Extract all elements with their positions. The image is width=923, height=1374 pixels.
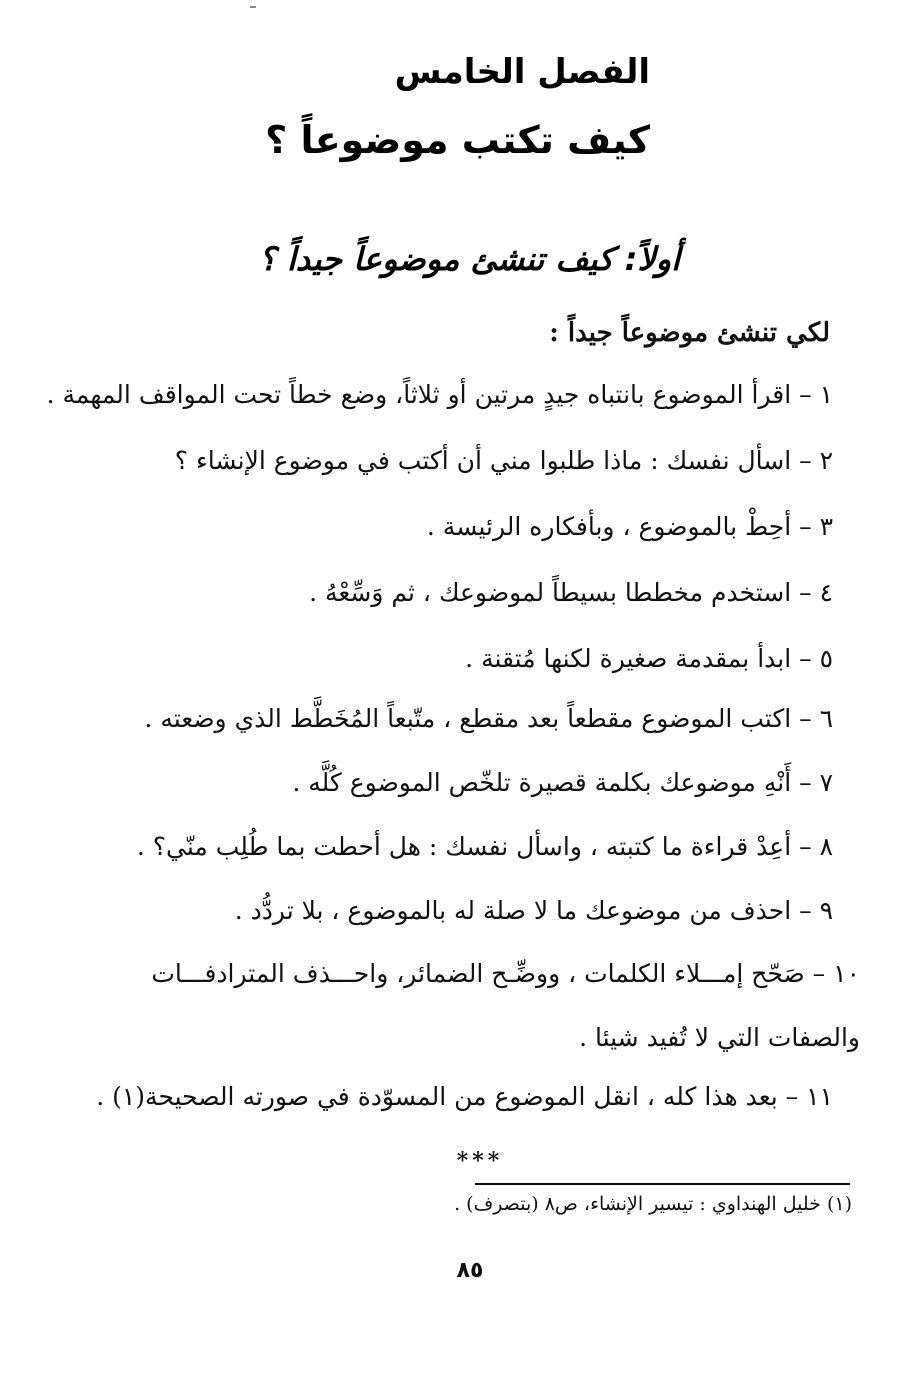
footnote-divider xyxy=(475,1183,850,1185)
list-item: ٨ – أعِدْ قراءة ما كتبته ، واسأل نفسك : هل أحطت بما طُلِب منّي؟ . xyxy=(136,832,833,861)
footnote: (١) خليل الهنداوي : تيسير الإنشاء، ص٨ (بتصرف) . xyxy=(454,1193,852,1215)
scan-mark xyxy=(250,6,256,8)
list-item: ١١ – بعد هذا كله ، انقل الموضوع من المسوّدة في صورته الصحيحة(١) . xyxy=(96,1082,833,1111)
list-item: ٢ – اسأل نفسك : ماذا طلبوا مني أن أكتب في موضوع الإنشاء ؟ xyxy=(174,446,833,475)
list-item: ٣ – أحِطْ بالموضوع ، وبأفكاره الرئيسة . xyxy=(426,512,833,541)
list-item: ٥ – ابدأ بمقدمة صغيرة لكنها مُتقنة . xyxy=(465,644,833,673)
chapter-title: كيف تكتب موضوعاً ؟ xyxy=(265,118,650,162)
section-heading: أولاً: كيف تنشئ موضوعاً جيداً ؟ xyxy=(258,240,680,278)
list-item: ٦ – اكتب الموضوع مقطعاً بعد مقطع ، متّبعاً المُخَطَّط الذي وضعته . xyxy=(144,704,833,733)
list-item: ٤ – استخدم مخططا بسيطاً لموضوعك ، ثم وَسِّعْهُ . xyxy=(309,578,833,607)
section-separator: *** xyxy=(456,1148,504,1174)
list-item: ١٠ – صَحّح إمـــلاء الكلمات ، ووضِّـح الضمائر، واحـــذف المترادفـــات والصفات التي لا تُفيد شيئا . xyxy=(151,959,860,1052)
list-item: ٧ – أَنْهِ موضوعك بكلمة قصيرة تلخّص الموضوع كُلَّه . xyxy=(292,768,833,797)
page-number: ٨٥ xyxy=(456,1258,484,1283)
list-item: ٩ – احذف من موضوعك ما لا صلة له بالموضوع ، بلا تردُّد . xyxy=(234,896,833,925)
chapter-label: الفصل الخامس xyxy=(394,52,650,92)
list-item: ١ – اقرأ الموضوع بانتباه جيدٍ مرتين أو ثلاثاً، وضع خطاً تحت المواقف المهمة . xyxy=(46,380,833,409)
intro-text: لكي تنشئ موضوعاً جيداً : xyxy=(549,318,830,348)
